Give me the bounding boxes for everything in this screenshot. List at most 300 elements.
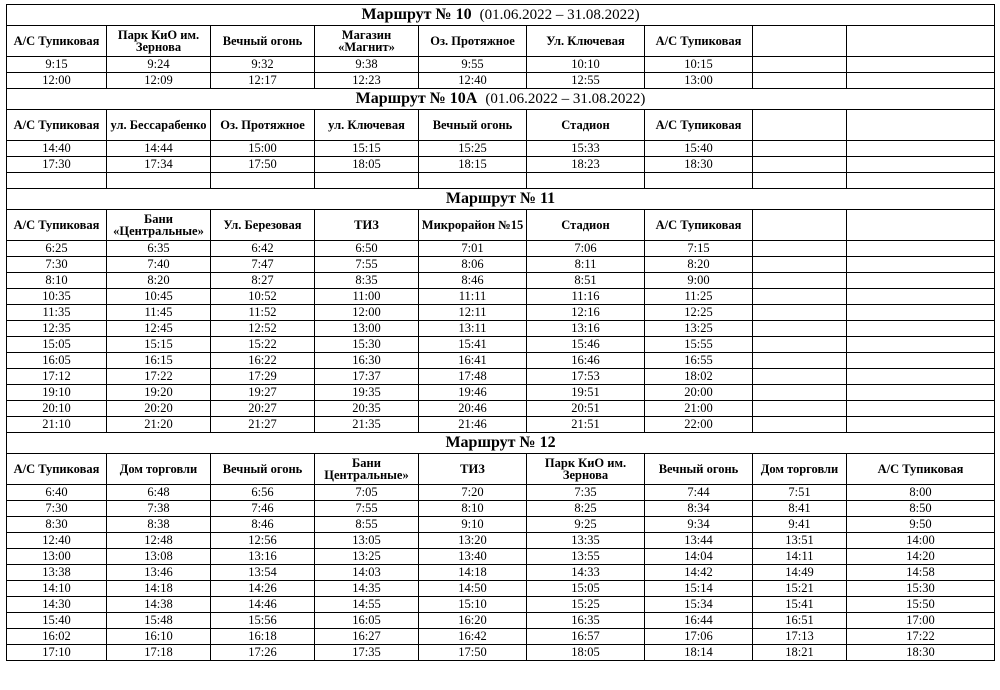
table-row [7, 597, 995, 613]
time-cell: 16:41 [419, 353, 527, 369]
time-cell [847, 401, 995, 417]
time-cell: 20:27 [211, 401, 315, 417]
time-cell: 16:55 [645, 353, 753, 369]
table-row [7, 549, 995, 565]
stop-header: Парк КиО им. Зернова [107, 26, 211, 57]
table-row [7, 257, 995, 273]
table-row [7, 645, 995, 661]
time-cell: 13:38 [7, 565, 107, 581]
stop-header [847, 110, 995, 141]
stop-header [847, 26, 995, 57]
time-cell [753, 305, 847, 321]
stop-header: Вечный огонь [419, 110, 527, 141]
table-row [7, 385, 995, 401]
time-cell [753, 289, 847, 305]
table-row [7, 501, 995, 517]
table-row [7, 273, 995, 289]
time-cell: 14:11 [753, 549, 847, 565]
time-cell [753, 273, 847, 289]
stop-header: ул. Бессарабенко [107, 110, 211, 141]
time-cell: 21:00 [645, 401, 753, 417]
time-cell [753, 241, 847, 257]
time-cell: 8:34 [645, 501, 753, 517]
empty-cell [419, 173, 527, 189]
time-cell: 17:13 [753, 629, 847, 645]
time-cell: 17:50 [211, 157, 315, 173]
time-cell: 17:35 [315, 645, 419, 661]
stop-header: Парк КиО им. Зернова [527, 454, 645, 485]
table-row [7, 565, 995, 581]
time-cell: 9:25 [527, 517, 645, 533]
time-cell: 17:50 [419, 645, 527, 661]
time-cell: 13:00 [7, 549, 107, 565]
time-cell: 18:05 [315, 157, 419, 173]
time-cell: 7:38 [107, 501, 211, 517]
table-row [7, 157, 995, 173]
time-cell: 9:00 [645, 273, 753, 289]
time-cell: 12:00 [7, 73, 107, 89]
route-title-row [7, 189, 995, 210]
time-cell: 17:06 [645, 629, 753, 645]
time-cell: 9:24 [107, 57, 211, 73]
time-cell: 13:11 [419, 321, 527, 337]
route-title [7, 433, 995, 454]
time-cell [847, 385, 995, 401]
table-row [7, 289, 995, 305]
time-cell: 19:35 [315, 385, 419, 401]
route-name: Маршрут № 12 [445, 434, 556, 451]
time-cell: 7:20 [419, 485, 527, 501]
time-cell: 15:48 [107, 613, 211, 629]
empty-cell [527, 173, 645, 189]
time-cell: 16:20 [419, 613, 527, 629]
time-cell: 15:05 [7, 337, 107, 353]
route-name: Маршрут № 10 [361, 6, 472, 23]
time-cell: 7:05 [315, 485, 419, 501]
stops-header-row [7, 454, 995, 485]
time-cell: 8:46 [211, 517, 315, 533]
stop-header: Ул. Березовая [211, 210, 315, 241]
time-cell [847, 417, 995, 433]
time-cell: 16:51 [753, 613, 847, 629]
time-cell: 18:23 [527, 157, 645, 173]
time-cell: 15:14 [645, 581, 753, 597]
time-cell [753, 321, 847, 337]
time-cell: 8:11 [527, 257, 645, 273]
time-cell: 20:46 [419, 401, 527, 417]
time-cell: 15:00 [211, 141, 315, 157]
time-cell: 15:34 [645, 597, 753, 613]
time-cell [847, 289, 995, 305]
time-cell: 8:50 [847, 501, 995, 517]
time-cell: 7:46 [211, 501, 315, 517]
stops-header-row [7, 110, 995, 141]
time-cell: 7:15 [645, 241, 753, 257]
time-cell: 16:46 [527, 353, 645, 369]
table-row [7, 417, 995, 433]
time-cell: 16:42 [419, 629, 527, 645]
time-cell: 12:35 [7, 321, 107, 337]
time-cell: 18:15 [419, 157, 527, 173]
time-cell: 20:00 [645, 385, 753, 401]
time-cell: 14:49 [753, 565, 847, 581]
stops-header-row [7, 26, 995, 57]
time-cell: 16:30 [315, 353, 419, 369]
route-period: (01.06.2022 – 31.08.2022) [485, 91, 646, 107]
time-cell: 8:06 [419, 257, 527, 273]
time-cell: 17:22 [107, 369, 211, 385]
time-cell: 16:10 [107, 629, 211, 645]
table-row [7, 337, 995, 353]
time-cell: 8:38 [107, 517, 211, 533]
time-cell: 18:14 [645, 645, 753, 661]
time-cell: 14:20 [847, 549, 995, 565]
time-cell [753, 353, 847, 369]
time-cell: 18:30 [645, 157, 753, 173]
time-cell: 6:35 [107, 241, 211, 257]
time-cell: 11:25 [645, 289, 753, 305]
time-cell: 14:33 [527, 565, 645, 581]
time-cell: 21:46 [419, 417, 527, 433]
stop-header: А/С Тупиковая [7, 110, 107, 141]
time-cell: 17:34 [107, 157, 211, 173]
time-cell: 19:46 [419, 385, 527, 401]
time-cell: 11:52 [211, 305, 315, 321]
time-cell: 21:51 [527, 417, 645, 433]
table-row [7, 73, 995, 89]
empty-cell [753, 173, 847, 189]
time-cell: 17:30 [7, 157, 107, 173]
time-cell: 9:50 [847, 517, 995, 533]
time-cell: 14:38 [107, 597, 211, 613]
time-cell: 8:10 [419, 501, 527, 517]
time-cell: 8:20 [107, 273, 211, 289]
time-cell: 13:35 [527, 533, 645, 549]
time-cell [753, 157, 847, 173]
time-cell: 15:25 [419, 141, 527, 157]
time-cell: 14:50 [419, 581, 527, 597]
time-cell: 8:25 [527, 501, 645, 517]
stop-header: Дом торговли [107, 454, 211, 485]
time-cell [753, 417, 847, 433]
table-row [7, 517, 995, 533]
empty-row [7, 173, 995, 189]
time-cell: 7:30 [7, 257, 107, 273]
route-name: Маршрут № 10А [355, 90, 478, 107]
table-row [7, 141, 995, 157]
time-cell [847, 57, 995, 73]
time-cell: 12:11 [419, 305, 527, 321]
stop-header: А/С Тупиковая [7, 26, 107, 57]
time-cell: 8:41 [753, 501, 847, 517]
stop-header: Оз. Протяжное [419, 26, 527, 57]
time-cell: 9:15 [7, 57, 107, 73]
time-cell: 13:16 [211, 549, 315, 565]
time-cell: 20:51 [527, 401, 645, 417]
time-cell: 9:38 [315, 57, 419, 73]
time-cell: 8:10 [7, 273, 107, 289]
stop-header: ТИЗ [419, 454, 527, 485]
table-row [7, 369, 995, 385]
stop-header: Бани «Центральные» [107, 210, 211, 241]
time-cell: 9:34 [645, 517, 753, 533]
stops-header-row [7, 210, 995, 241]
time-cell: 15:40 [645, 141, 753, 157]
time-cell: 8:35 [315, 273, 419, 289]
time-cell [847, 337, 995, 353]
time-cell: 11:11 [419, 289, 527, 305]
time-cell: 14:30 [7, 597, 107, 613]
time-cell: 14:26 [211, 581, 315, 597]
time-cell: 21:35 [315, 417, 419, 433]
time-cell [847, 321, 995, 337]
time-cell: 6:56 [211, 485, 315, 501]
time-cell: 13:51 [753, 533, 847, 549]
time-cell: 15:15 [315, 141, 419, 157]
time-cell: 15:05 [527, 581, 645, 597]
time-cell: 11:35 [7, 305, 107, 321]
time-cell: 9:55 [419, 57, 527, 73]
time-cell: 12:40 [419, 73, 527, 89]
time-cell: 21:10 [7, 417, 107, 433]
time-cell: 12:45 [107, 321, 211, 337]
route-title [7, 5, 995, 26]
time-cell: 17:12 [7, 369, 107, 385]
time-cell: 20:35 [315, 401, 419, 417]
time-cell [753, 141, 847, 157]
time-cell: 13:00 [315, 321, 419, 337]
time-cell: 14:03 [315, 565, 419, 581]
time-cell: 14:10 [7, 581, 107, 597]
table-row [7, 401, 995, 417]
route-period: (01.06.2022 – 31.08.2022) [479, 7, 640, 23]
stop-header: Вечный огонь [645, 454, 753, 485]
time-cell [847, 353, 995, 369]
stop-header: А/С Тупиковая [645, 26, 753, 57]
route-name: Маршрут № 11 [445, 190, 556, 207]
table-row [7, 57, 995, 73]
time-cell: 6:25 [7, 241, 107, 257]
time-cell: 17:37 [315, 369, 419, 385]
stop-header: ул. Ключевая [315, 110, 419, 141]
timetable [6, 4, 995, 661]
time-cell: 13:00 [645, 73, 753, 89]
time-cell: 20:10 [7, 401, 107, 417]
time-cell: 14:58 [847, 565, 995, 581]
time-cell: 16:05 [315, 613, 419, 629]
time-cell: 8:46 [419, 273, 527, 289]
time-cell: 12:40 [7, 533, 107, 549]
time-cell: 15:30 [315, 337, 419, 353]
time-cell: 21:27 [211, 417, 315, 433]
time-cell: 13:25 [315, 549, 419, 565]
table-row [7, 613, 995, 629]
time-cell: 16:57 [527, 629, 645, 645]
empty-cell [107, 173, 211, 189]
stop-header: А/С Тупиковая [7, 454, 107, 485]
time-cell: 7:06 [527, 241, 645, 257]
time-cell [847, 257, 995, 273]
time-cell: 15:15 [107, 337, 211, 353]
time-cell: 9:10 [419, 517, 527, 533]
time-cell: 9:41 [753, 517, 847, 533]
stop-header: А/С Тупиковая [7, 210, 107, 241]
stop-header: Дом торговли [753, 454, 847, 485]
stop-header: Бани Центральные» [315, 454, 419, 485]
empty-cell [645, 173, 753, 189]
time-cell: 15:33 [527, 141, 645, 157]
time-cell: 17:53 [527, 369, 645, 385]
time-cell: 17:18 [107, 645, 211, 661]
time-cell [847, 157, 995, 173]
time-cell: 6:40 [7, 485, 107, 501]
time-cell: 15:22 [211, 337, 315, 353]
time-cell: 13:54 [211, 565, 315, 581]
time-cell: 17:00 [847, 613, 995, 629]
time-cell: 10:45 [107, 289, 211, 305]
time-cell: 7:01 [419, 241, 527, 257]
time-cell: 15:30 [847, 581, 995, 597]
time-cell: 7:51 [753, 485, 847, 501]
time-cell: 13:20 [419, 533, 527, 549]
stop-header [753, 110, 847, 141]
time-cell: 14:35 [315, 581, 419, 597]
time-cell: 14:46 [211, 597, 315, 613]
stop-header: Магазин «Магнит» [315, 26, 419, 57]
time-cell: 8:00 [847, 485, 995, 501]
time-cell: 14:18 [107, 581, 211, 597]
stop-header: А/С Тупиковая [645, 110, 753, 141]
time-cell: 10:15 [645, 57, 753, 73]
time-cell: 18:05 [527, 645, 645, 661]
time-cell: 12:56 [211, 533, 315, 549]
empty-cell [847, 173, 995, 189]
time-cell: 13:40 [419, 549, 527, 565]
time-cell [847, 305, 995, 321]
time-cell: 15:41 [419, 337, 527, 353]
time-cell: 14:42 [645, 565, 753, 581]
time-cell: 8:20 [645, 257, 753, 273]
time-cell: 12:17 [211, 73, 315, 89]
table-row [7, 305, 995, 321]
time-cell: 11:16 [527, 289, 645, 305]
time-cell: 12:23 [315, 73, 419, 89]
time-cell: 14:18 [419, 565, 527, 581]
time-cell [753, 385, 847, 401]
route-title [7, 89, 995, 110]
time-cell: 16:44 [645, 613, 753, 629]
time-cell: 6:42 [211, 241, 315, 257]
time-cell: 12:55 [527, 73, 645, 89]
time-cell: 9:32 [211, 57, 315, 73]
stop-header [753, 26, 847, 57]
table-row [7, 485, 995, 501]
time-cell: 7:47 [211, 257, 315, 273]
time-cell [753, 369, 847, 385]
time-cell: 15:25 [527, 597, 645, 613]
time-cell: 7:30 [7, 501, 107, 517]
time-cell: 11:00 [315, 289, 419, 305]
time-cell: 15:56 [211, 613, 315, 629]
time-cell [753, 337, 847, 353]
table-row [7, 321, 995, 337]
time-cell [847, 273, 995, 289]
time-cell: 7:55 [315, 257, 419, 273]
time-cell: 15:50 [847, 597, 995, 613]
empty-cell [211, 173, 315, 189]
time-cell: 8:51 [527, 273, 645, 289]
time-cell: 12:48 [107, 533, 211, 549]
time-cell [847, 369, 995, 385]
time-cell: 7:35 [527, 485, 645, 501]
time-cell: 15:40 [7, 613, 107, 629]
time-cell: 20:20 [107, 401, 211, 417]
time-cell [847, 241, 995, 257]
stop-header: ТИЗ [315, 210, 419, 241]
time-cell: 13:08 [107, 549, 211, 565]
time-cell: 15:41 [753, 597, 847, 613]
timetable-sheet [6, 4, 995, 661]
time-cell: 16:15 [107, 353, 211, 369]
stop-header: Микрорайон №15 [419, 210, 527, 241]
time-cell: 17:10 [7, 645, 107, 661]
empty-cell [315, 173, 419, 189]
time-cell: 14:00 [847, 533, 995, 549]
time-cell: 13:16 [527, 321, 645, 337]
time-cell: 17:29 [211, 369, 315, 385]
time-cell: 13:44 [645, 533, 753, 549]
stop-header: А/С Тупиковая [645, 210, 753, 241]
table-row [7, 581, 995, 597]
time-cell: 19:10 [7, 385, 107, 401]
time-cell: 14:44 [107, 141, 211, 157]
time-cell: 15:10 [419, 597, 527, 613]
time-cell [847, 141, 995, 157]
stop-header: А/С Тупиковая [847, 454, 995, 485]
time-cell: 14:55 [315, 597, 419, 613]
time-cell [847, 73, 995, 89]
table-row [7, 629, 995, 645]
stop-header: Вечный огонь [211, 26, 315, 57]
time-cell: 17:26 [211, 645, 315, 661]
time-cell: 13:55 [527, 549, 645, 565]
time-cell: 15:55 [645, 337, 753, 353]
time-cell: 18:30 [847, 645, 995, 661]
time-cell: 16:27 [315, 629, 419, 645]
time-cell: 16:22 [211, 353, 315, 369]
time-cell: 12:25 [645, 305, 753, 321]
time-cell: 16:05 [7, 353, 107, 369]
time-cell: 22:00 [645, 417, 753, 433]
time-cell: 14:40 [7, 141, 107, 157]
route-title-row [7, 433, 995, 454]
time-cell: 19:27 [211, 385, 315, 401]
time-cell: 17:22 [847, 629, 995, 645]
time-cell: 12:09 [107, 73, 211, 89]
time-cell: 12:16 [527, 305, 645, 321]
time-cell: 19:20 [107, 385, 211, 401]
time-cell: 21:20 [107, 417, 211, 433]
table-row [7, 533, 995, 549]
time-cell: 12:00 [315, 305, 419, 321]
time-cell: 19:51 [527, 385, 645, 401]
stop-header: Вечный огонь [211, 454, 315, 485]
time-cell: 18:02 [645, 369, 753, 385]
empty-cell [7, 173, 107, 189]
time-cell: 11:45 [107, 305, 211, 321]
stop-header [847, 210, 995, 241]
time-cell: 16:35 [527, 613, 645, 629]
